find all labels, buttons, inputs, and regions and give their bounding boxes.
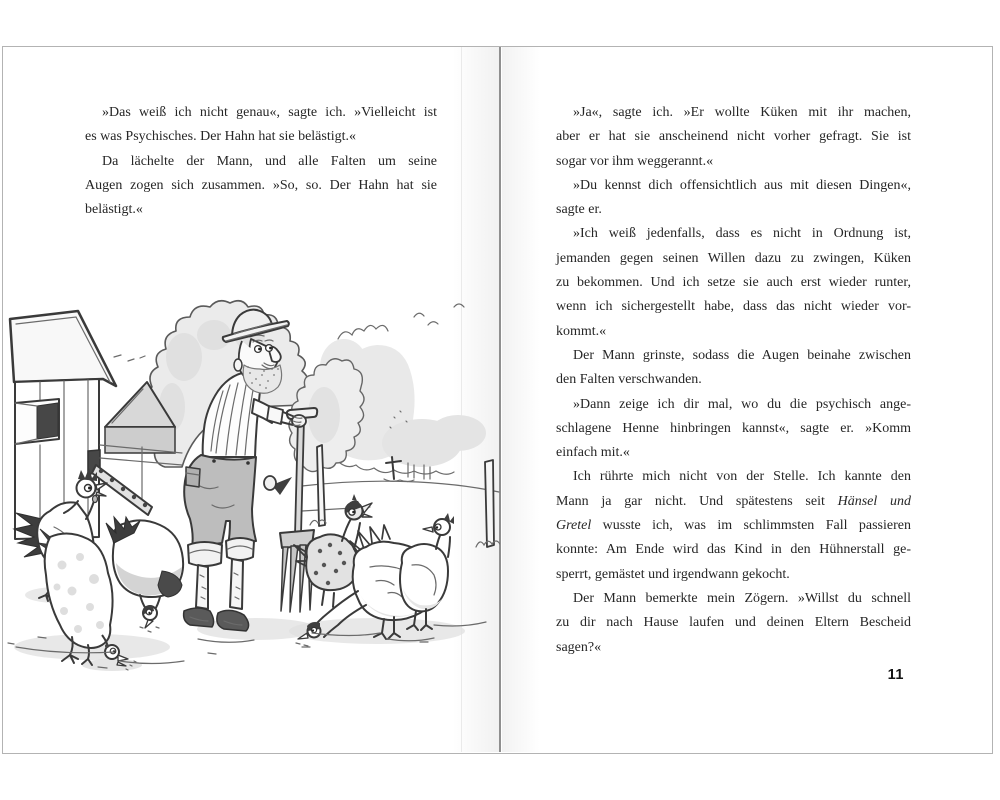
text-line: sagen?« <box>556 639 602 655</box>
text-line: Ich rührte mich nicht von der Stelle. Ich kannte den <box>573 469 911 485</box>
text-line: Augen zogen sich zusammen. »So, so. Der Hahn hat sie <box>85 177 437 193</box>
text-line: Da lächelte der Mann, und alle Falten um seine <box>102 153 437 169</box>
page-number: 11 <box>887 667 904 683</box>
text-line: aber er hat sie anscheinend nicht vorher gefragt. Sie ist <box>556 129 911 145</box>
barn <box>10 311 182 539</box>
text-line: Gretel wusste ich, was im schlimmsten Fall passieren <box>556 518 911 534</box>
text-line: sperrt, gemästet und irgendwann gekocht. <box>556 566 790 582</box>
text-line: es was Psychisches. Der Hahn hat sie belästigt.« <box>85 129 356 145</box>
text-line: einfach mit.« <box>556 445 630 461</box>
text-line: wenn ich sichergestellt habe, dass das nicht wieder vor- <box>556 299 911 315</box>
farm-illustration <box>2 295 500 675</box>
text-line: »Du kennst dich offensichtlich aus mit diesen Dingen«, <box>573 177 911 193</box>
right-page-text <box>556 101 911 660</box>
text-line: den Falten verschwanden. <box>556 372 702 388</box>
text-line: Der Mann grinste, sodass die Augen beinahe zwischen <box>573 347 911 363</box>
text-line: »Ich weiß jedenfalls, dass es nicht in Ordnung ist, <box>573 226 911 242</box>
text-line: »Dann zeige ich dir mal, wo du die psychisch ange- <box>573 396 911 412</box>
gutter-shadow-right <box>502 47 540 752</box>
text-line: konnte: Am Ende wird das Kind in den Hühnerstall ge- <box>556 542 911 558</box>
text-line: jemanden gegen seinen Willen dazu zu zwingen, Küken <box>556 250 911 266</box>
text-line: kommt.« <box>556 323 607 339</box>
text-line: zu dir nach Hause laufen und deinen Eltern Bescheid <box>556 615 911 631</box>
text-line: Mann ja gar nicht. Und spätestens seit Hänsel und <box>556 493 911 509</box>
text-line: schlagene Henne hinbringen kannst«, sagte er. »Komm <box>556 420 911 436</box>
text-line: sogar vor ihm weggerannt.« <box>556 153 714 169</box>
text-line: »Ja«, sagte ich. »Er wollte Küken mit ihr machen, <box>573 105 911 120</box>
text-line: zu bekommen. Und ich setze sie auch erst wieder runter, <box>556 275 911 291</box>
text-line: »Das weiß ich nicht genau«, sagte ich. »Vielleicht ist <box>102 105 437 120</box>
left-page-text <box>85 101 437 222</box>
text-line: Der Mann bemerkte mein Zögern. »Willst du schnell <box>573 590 911 606</box>
hen-pecking <box>106 517 183 632</box>
text-line: belästigt.« <box>85 202 143 218</box>
text-line: sagte er. <box>556 202 602 218</box>
